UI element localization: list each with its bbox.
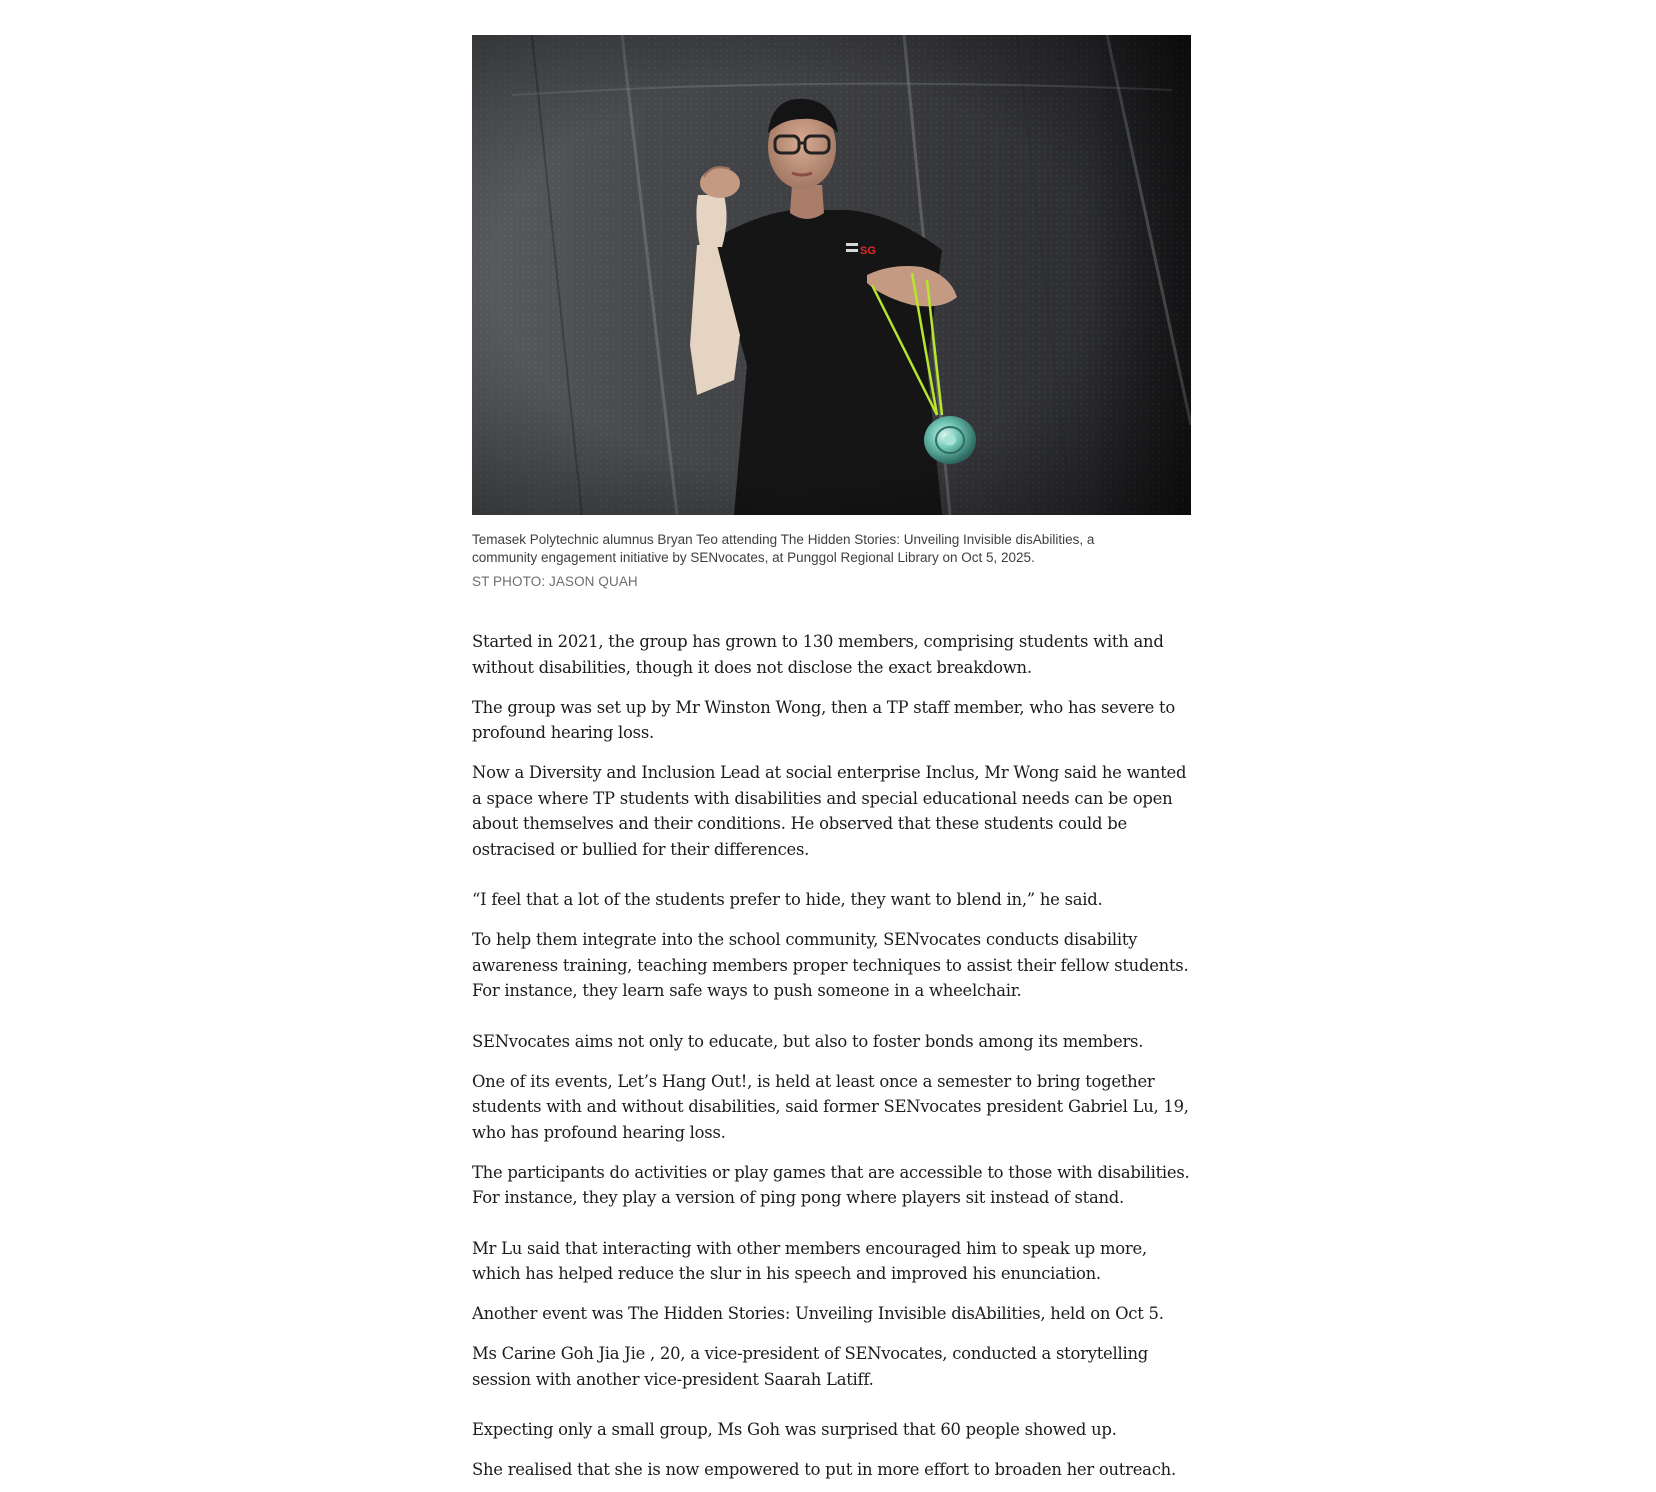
paragraph: The participants do activities or play games that are accessible to those with disabilities. For instance, they play a version of ping pong where players sit instead of stand.	[472, 1162, 1190, 1207]
article-photo[interactable]	[472, 35, 1191, 515]
photo-credit: ST PHOTO: JASON QUAH	[472, 574, 638, 589]
paragraph: Started in 2021, the group has grown to 130 members, comprising students with and without disabilities, though it does not disclose the exact breakdown.	[472, 632, 1164, 677]
paragraph: The group was set up by Mr Winston Wong, then a TP staff member, who has severe to profound hearing loss.	[472, 697, 1175, 742]
paragraph: “I feel that a lot of the students prefer to hide, they want to blend in,” he said.	[472, 890, 1103, 909]
paragraph: Expecting only a small group, Ms Goh was surprised that 60 people showed up.	[472, 1420, 1117, 1439]
photo-caption: Temasek Polytechnic alumnus Bryan Teo attending The Hidden Stories: Unveiling Invisible disAbilities, a community engagement initiative by SENvocates, at Punggol Regional Library on Oct 5, 2025.	[472, 532, 1095, 565]
paragraph: Mr Lu said that interacting with other members encouraged him to speak up more, which has helped reduce the slur in his speech and improved his enunciation.	[472, 1238, 1147, 1283]
paragraph: Another event was The Hidden Stories: Unveiling Invisible disAbilities, held on Oct 5.	[472, 1304, 1164, 1323]
paragraph: To help them integrate into the school community, SENvocates conducts disability awareness training, teaching members proper techniques to assist their fellow students. For instance, they learn safe ways to push someone in a wheelchair.	[472, 930, 1189, 1000]
article-text	[472, 629, 1192, 1483]
paragraph: SENvocates aims not only to educate, but also to foster bonds among its members.	[472, 1031, 1144, 1051]
article-body	[472, 35, 1192, 1483]
paragraph: She realised that she is now empowered to put in more effort to broaden her outreach.	[472, 1460, 1176, 1479]
photo-illustration	[472, 35, 1191, 515]
paragraph: One of its events, Let’s Hang Out!, is held at least once a semester to bring together students with and without disabilities, said former SENvocates president Gabriel Lu, 19, who has profound hearing loss.	[472, 1071, 1189, 1142]
paragraph: Ms Carine Goh Jia Jie , 20, a vice-president of SENvocates, conducted a storytelling session with another vice-president Saarah Latiff.	[472, 1344, 1149, 1389]
paragraph: Now a Diversity and Inclusion Lead at social enterprise Inclus, Mr Wong said he wanted a space where TP students with disabilities and special educational needs can be open about themselves and their conditions. He observed that these students could be ostracised or bullied for their differences.	[472, 763, 1187, 859]
article-figure	[472, 35, 1192, 589]
